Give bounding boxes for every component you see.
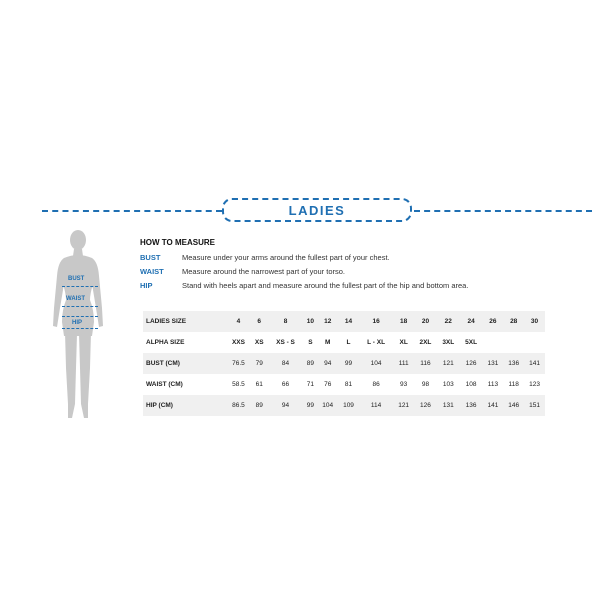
banner-dashed-line-right [414,210,592,212]
table-cell: L [346,339,351,346]
table-cell: 131 [437,395,460,416]
waist-line [62,306,98,307]
table-cell: 99 [304,395,318,416]
table-cell: 18 [393,311,414,332]
row-label: HIP (CM) [143,395,226,416]
table-cell: 121 [437,353,460,374]
table-cell: 86 [372,381,380,388]
table-cell: 26 [483,311,504,332]
table-cell: 2XL [419,339,432,346]
table-cell: 108 [465,381,477,388]
size-chart-table [143,311,545,416]
table-cell: 103 [442,381,454,388]
instruction-bust [140,253,390,262]
table-cell [524,332,545,353]
instruction-key: BUST [140,253,161,262]
table-cell: 111 [393,353,414,374]
table-cell: 71 [306,381,315,388]
table-cell [483,332,504,353]
table-cell: 76 [324,381,332,388]
table-cell: 116 [414,353,437,374]
table-cell: 136 [503,353,524,374]
hip-upper-line [62,316,98,317]
table-cell: 104 [359,353,393,374]
table-cell: 98 [421,381,430,388]
table-cell: 12 [317,311,338,332]
table-cell: 4 [226,311,251,332]
figure-label-waist: WAIST [66,296,85,302]
table-cell: 94 [317,353,338,374]
bust-line [62,286,98,287]
row-label: BUST (CM) [143,353,226,374]
table-cell: 28 [503,311,524,332]
table-cell: 76.5 [226,353,251,374]
table-cell: 99 [338,353,359,374]
table-cell: 136 [460,395,483,416]
table-cell: 16 [359,311,393,332]
table-row [143,332,545,353]
instruction-hip [140,281,468,290]
banner-dashed-line-left [42,210,222,212]
figure-label-bust: BUST [68,276,85,282]
table-cell: 109 [338,395,359,416]
figure-label-hip: HIP [72,320,83,326]
table-cell: 104 [317,395,338,416]
table-cell: 30 [524,311,545,332]
table-row [143,395,545,416]
table-cell: 141 [524,353,545,374]
table-cell: XXS [231,339,245,346]
instruction-text: Measure around the narrowest part of your torso. [182,267,346,276]
table-cell: 151 [524,395,545,416]
table-cell: 146 [503,395,524,416]
table-cell: 58.5 [232,381,245,388]
table-cell: XS [254,339,264,346]
table-cell: 5XL [465,339,478,346]
instruction-text: Stand with heels apart and measure around the fullest part of the hip and bottom area. [182,281,469,290]
table-cell: 126 [460,353,483,374]
table-cell: 126 [414,395,437,416]
table-cell: 84 [268,353,304,374]
banner-title: LADIES [288,202,346,218]
table-cell: 61 [255,381,263,388]
table-row [143,374,545,395]
row-label: ALPHA SIZE [146,339,185,346]
table-cell: 14 [338,311,359,332]
table-cell [503,332,524,353]
table-cell: XL [399,339,408,346]
table-cell: 66 [281,381,290,388]
table-cell: XS - S [276,339,295,346]
table-row [143,353,545,374]
table-cell: 113 [487,381,499,388]
instruction-waist [140,267,345,276]
instruction-key: WAIST [140,267,164,276]
instruction-key: HIP [140,281,153,290]
table-cell: 131 [483,353,504,374]
table-cell: 93 [400,381,408,388]
table-cell: 118 [508,381,519,388]
row-label: LADIES SIZE [143,311,226,332]
table-cell: 141 [483,395,504,416]
table-cell: 3XL [442,339,455,346]
table-cell: 94 [268,395,304,416]
table-row [143,311,545,332]
row-label: WAIST (CM) [146,381,183,388]
how-to-heading: HOW TO MEASURE [140,238,215,247]
table-cell: M [325,339,331,346]
table-cell: 6 [251,311,268,332]
table-cell: 89 [251,395,268,416]
table-cell: 24 [460,311,483,332]
table-cell: 81 [344,381,353,388]
table-cell: 114 [359,395,393,416]
table-cell: S [308,339,313,346]
banner-box [222,198,412,222]
body-figure [46,228,116,428]
table-cell: 8 [268,311,304,332]
table-cell: 86.5 [226,395,251,416]
table-cell: 22 [437,311,460,332]
table-cell: L - XL [367,339,386,346]
table-cell: 123 [529,381,540,388]
table-cell: 10 [304,311,318,332]
instruction-text: Measure under your arms around the fullest part of your chest. [182,253,390,262]
table-cell: 79 [251,353,268,374]
table-cell: 121 [393,395,414,416]
hip-line [62,328,98,329]
table-cell: 89 [304,353,318,374]
table-cell: 20 [414,311,437,332]
